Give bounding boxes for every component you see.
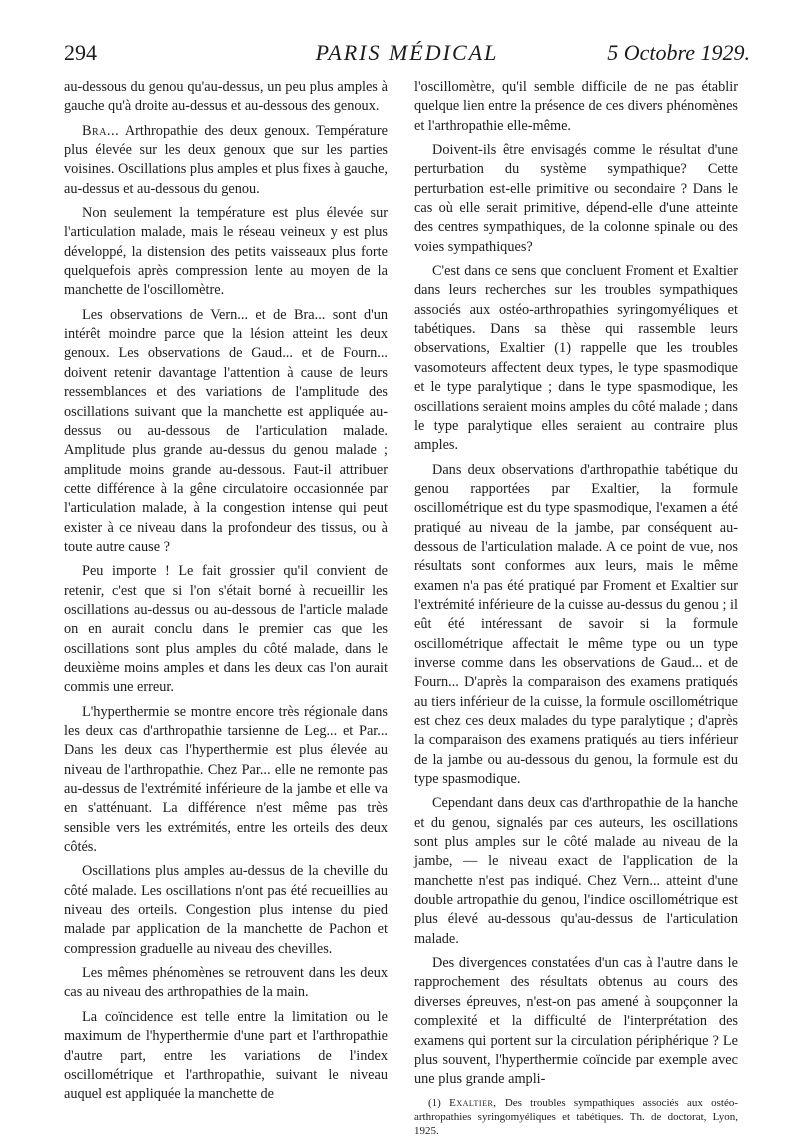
page-header (64, 40, 750, 70)
paragraph: Doivent-ils être envisagés comme le résultat d'une perturbation du système sympathique? Cette perturbation est-elle primitive ou secondaire ? Dans le cas où elle serait primitive, dépend-elle d'une atteinte des centres sympathiques, de la colonne spinale ou des voies sympathiques? (414, 142, 738, 255)
paragraph: l'oscillomètre, qu'il semble difficile de ne pas établir quelque lien entre la présence de ces divers phénomènes et l'arthropathie elle-même. (414, 79, 738, 134)
paragraph: au-dessous du genou qu'au-dessus, un peu plus amples à gauche qu'à droite au-dessus et au-dessous des genoux. (64, 79, 388, 115)
paragraph: Oscillations plus amples au-dessus de la cheville du côté malade. Les oscillations n'ont pas été recueillies au niveau des orteils. Congestion plus intense du pied malade par application de la manchette de Pachon et compression graduelle au niveau des chevilles. (64, 863, 388, 957)
footnote-author: Exaltier, (449, 1096, 497, 1109)
footnote-text: Des troubles sympathiques associés aux ostéo-arthropathies syringomyéliques et tabétiques. Th. de doctorat, Lyon, 1925. (414, 1096, 738, 1137)
paragraph: La coïncidence est telle entre la limitation ou le maximum de l'hyperthermie d'une part et l'arthropathie d'autre part, entre les variations de l'index oscillométrique et l'arthropathie, suivant le niveau auquel est appliquée la manchette de (64, 1008, 388, 1103)
paragraph: Non seulement la température est plus élevée sur l'articulation malade, mais le réseau veineux y est plus développé, la distension des petits vaisseaux plus forte quelquefois après compression lente au moyen de la manchette de l'oscillomètre. (64, 205, 388, 299)
right-column (414, 78, 738, 1138)
paragraph: Les mêmes phénomènes se retrouvent dans les deux cas au niveau des arthropathies de la main. (64, 965, 388, 1001)
footnote (414, 1096, 738, 1138)
left-column (64, 78, 388, 1110)
paragraph: C'est dans ce sens que concluent Froment et Exaltier dans leurs recherches sur les troubles sympathiques associés aux ostéo-arthropathies syringomyéliques et tabétiques. Dans sa thèse qui rassemble leurs observations, Exaltier (1) rappelle que les troubles vasomoteurs affectent deux types, le type spasmodique et le type paralytique ; dans le type spasmodique, les oscillations seraient moins amples du côté malade ; dans le type paralytique elles seraient au contraire plus amples. (414, 263, 738, 454)
paragraph: Peu importe ! Le fait grossier qu'il convient de retenir, c'est que si l'on s'était borné à recueillir les oscillations au-dessus ou au-dessous de l'article malade on en aurait conclu dans le premier cas que les oscillations sont plus amples du côté malade, dans le deuxième moins amples et dans les deux cas l'on aurait commis une erreur. (64, 563, 388, 696)
paragraph: L'hyperthermie se montre encore très régionale dans les deux cas d'arthropathie tarsienne de Leg... et Par... Dans les deux cas l'hyperthermie est plus élevée au niveau de l'arthropathie. Chez Par... elle ne remonte pas au-dessus de l'extrémité inférieure de la jambe et elle va en s'atténuant. La différence n'est même pas très sensible vers les extrémités, entre les orteils des deux côtés. (64, 703, 388, 856)
paragraph: Les observations de Vern... et de Bra... sont d'un intérêt moindre parce que la lésion atteint les deux genoux. Les observations de Gaud... et de Fourn... doivent retenir davantage l'attention à cause de leurs ressemblances et des variations de l'amplitude des oscillations suivant que la manchette est appliquée au-dessus ou au-dessous de l'articulation malade. Amplitude plus grande au-dessus du genou malade ; amplitude moins grande au-dessous. Faut-il attribuer cette différence à la gêne circulatoire occasionnée par l'articulation malade, à la congestion intense qui peut exister à ce niveau dans la profondeur des tissus, ou à toute autre cause ? (64, 306, 388, 555)
running-title: PARIS MÉDICAL (315, 40, 499, 65)
paragraph: Cependant dans deux cas d'arthropathie de la hanche et du genou, signalés par ces auteurs, les oscillations sont plus amples sur le côté malade au niveau de la jambe, — le niveau exact de l'application de la manchette n'est pas indiqué. Chez Vern... atteint d'une double artropathie du genou, l'indice oscillométrique est plus élevé au-dessous qu'au-dessus de l'articulation malade. (414, 795, 738, 947)
page-number: 294 (64, 40, 97, 65)
paragraph-text: Arthropathie des deux genoux. Température plus élevée sur les deux genoux que sur les parties voisines. Oscillations plus amples et plus fixes à gauche, au-dessus et au-dessous du genou. (64, 122, 389, 197)
case-name: Bra... (82, 122, 120, 139)
footnote-marker: (1) (428, 1096, 441, 1109)
paragraph: Des divergences constatées d'un cas à l'autre dans le rapprochement des résultats obtenus au cours des diverses épreuves, n'est-on pas amené à soupçonner la complexité et la difficulté de l'interprétation des examens qui portent sur la circulation périphérique ? Le plus souvent, l'hyperthermie coïncide par exemple avec une plus grande ampli- (414, 955, 738, 1088)
paragraph (64, 122, 388, 199)
paragraph: Dans deux observations d'arthropathie tabétique du genou rapportées par Exaltier, la formule oscillométrique est du type spasmodique, l'examen a été pratiqué au niveau de la jambe, par conséquent au-dessous de l'articulation malade. A ce point de vue, nos résultats sont conformes aux leurs, mais le même examen n'a pas été pratiqué par Froment et Exaltier sur l'extrémité inférieure de la cuisse au-dessus du genou ; il eût été intéressant de savoir si la formule oscillométrique affectait le même type ou un type inverse comme dans les observations de Gaud... et de Fourn... D'après la comparaison des examens pratiqués au tiers inférieur de la cuisse, la formule oscillométrique est chez ces deux malades du type paralytique ; d'après la comparaison des examens pratiqués au tiers inférieur de la jambe ou au-dessous du genou, la formule est du type spasmodique. (414, 461, 738, 788)
issue-date: 5 Octobre 1929. (607, 40, 750, 65)
